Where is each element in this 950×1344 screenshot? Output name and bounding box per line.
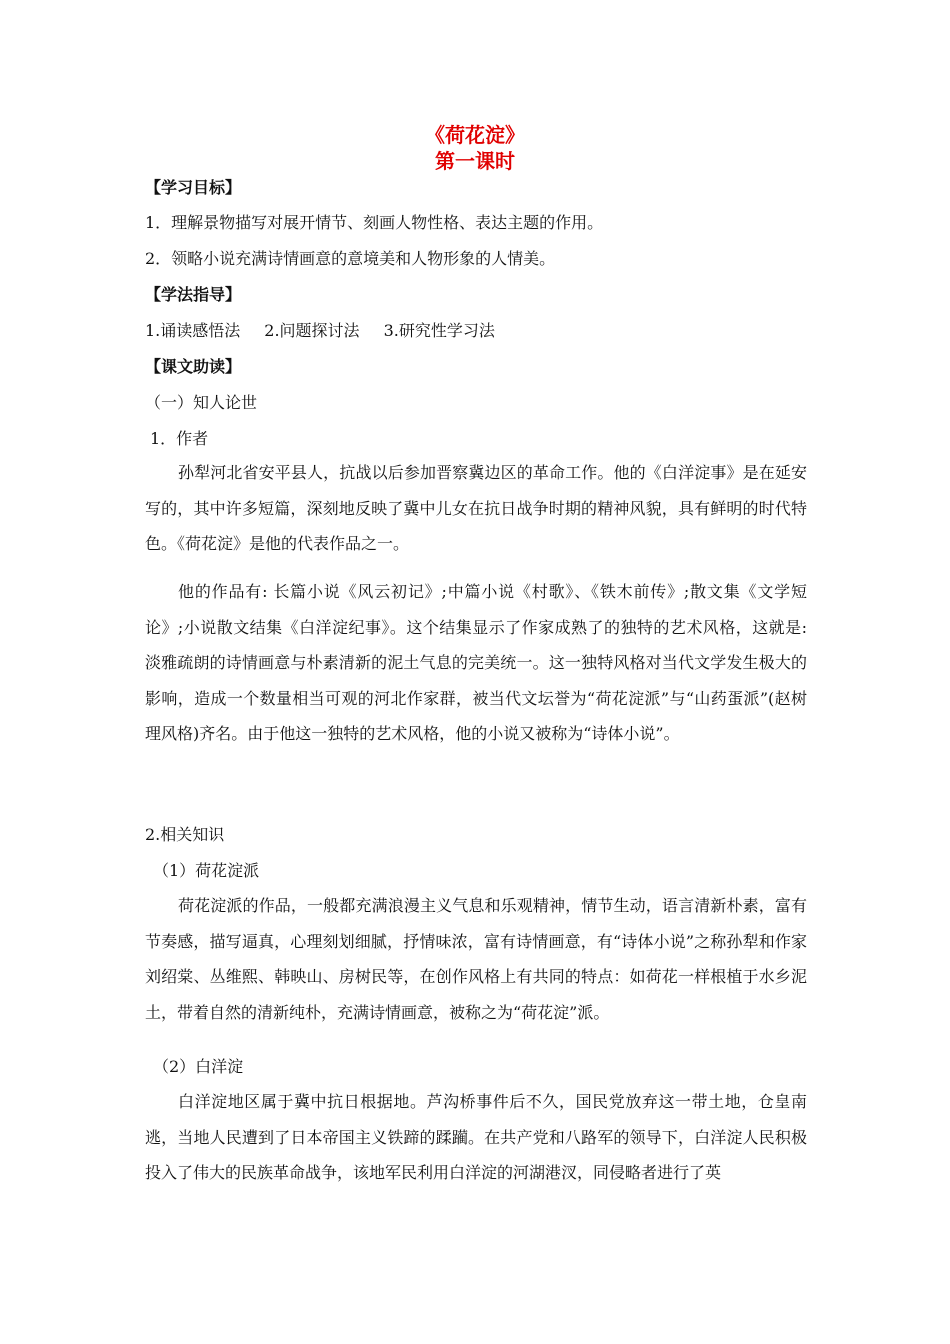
- subsection-title-hehuadian-school: （1）荷花淀派: [153, 861, 260, 880]
- related-knowledge-title: 2.相关知识: [145, 825, 225, 844]
- method-item-3: 3.研究性学习法: [383, 321, 495, 340]
- document-subtitle: 第一课时: [435, 149, 515, 173]
- objectives-heading: 【学习目标】: [145, 178, 242, 197]
- methods-list: [145, 321, 495, 341]
- document-title: 《荷花淀》: [425, 123, 525, 147]
- section-title-background: （一）知人论世: [145, 393, 258, 412]
- method-item-1: 1.诵读感悟法: [145, 321, 241, 340]
- reading-heading: 【课文助读】: [145, 357, 242, 376]
- baiyangdian-paragraph: 白洋淀地区属于冀中抗日根据地。芦沟桥事件后不久，国民党放弃这一带土地，仓皇南逃，当地人民遭到了日本帝国主义铁蹄的蹂躏。在共产党和八路军的领导下，白洋淀人民积极投入了伟大的民族革命战争，该地军民利用白洋淀的河湖港汊，同侵略者进行了英: [145, 1092, 807, 1183]
- author-label: 1．作者: [150, 429, 209, 448]
- subsection-title-baiyangdian: （2）白洋淀: [153, 1057, 244, 1076]
- method-item-2: 2.问题探讨法: [264, 321, 360, 340]
- objective-item-2: 2．领略小说充满诗情画意的意境美和人物形象的人情美。: [145, 249, 556, 268]
- author-paragraph-2: 他的作品有: 长篇小说《风云初记》;中篇小说《村歌》、《铁木前传》;散文集《文学短论》;小说散文结集《白洋淀纪事》。这个结集显示了作家成熟了的独特的艺术风格，这就是: 淡雅疏朗的诗情画意与朴素清新的泥土气息的完美统一。这一独特风格对当代文学发生极大的影响，造成一个数量相当可观的河北作家群，被当代文坛誉为“荷花淀派”与“山药蛋派”(赵树理风格)齐名。由于他这一独特的艺术风格，他的小说又被称为“诗体小说”。: [145, 582, 807, 744]
- hehuadian-school-paragraph: 荷花淀派的作品，一般都充满浪漫主义气息和乐观精神，情节生动，语言清新朴素，富有节奏感，描写逼真，心理刻划细腻，抒情味浓，富有诗情画意，有“诗体小说”之称孙犁和作家刘绍棠、丛维熙、韩映山、房树民等，在创作风格上有共同的特点：如荷花一样根植于水乡泥土，带着自然的清新纯朴，充满诗情画意，被称之为“荷花淀”派。: [145, 896, 807, 1022]
- methods-heading: 【学法指导】: [145, 285, 242, 304]
- author-paragraph-1: 孙犁河北省安平县人，抗战以后参加晋察冀边区的革命工作。他的《白洋淀事》是在延安写的，其中许多短篇，深刻地反映了冀中儿女在抗日战争时期的精神风貌，具有鲜明的时代特色。《荷花淀》是他的代表作品之一。: [145, 463, 807, 554]
- objective-item-1: 1．理解景物描写对展开情节、刻画人物性格、表达主题的作用。: [145, 213, 604, 232]
